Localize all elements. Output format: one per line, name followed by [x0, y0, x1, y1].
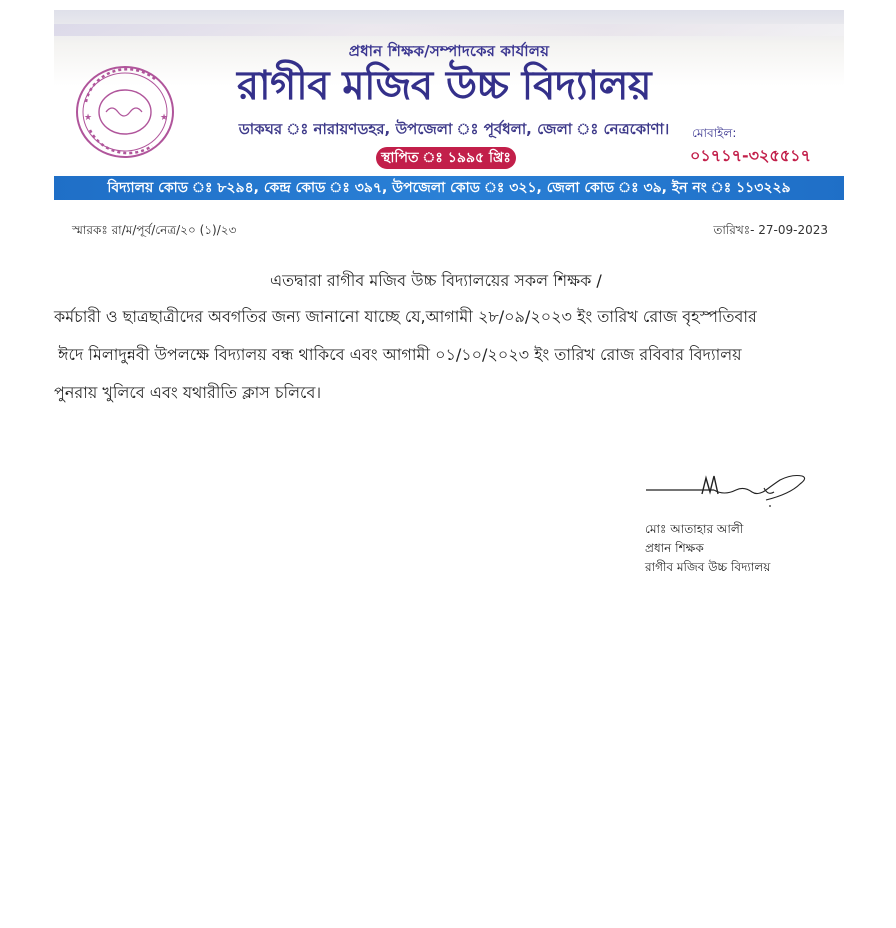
signer-block	[645, 520, 770, 577]
letterhead	[54, 10, 844, 200]
code-bar: বিদ্যালয় কোড ঃ ৮২৯৪, কেন্দ্র কোড ঃ ৩৯৭, উপজেলা কোড ঃ ৩২১, জেলা কোড ঃ ৩৯, ইন নং ঃ ১১৩২২৯	[54, 176, 844, 200]
notice-line: এতদ্বারা রাগীব মজিব উচ্চ বিদ্যালয়ের সকল শিক্ষক /	[270, 271, 602, 290]
handwritten-signature-icon	[644, 466, 806, 514]
notice-line: কর্মচারী ও ছাত্রছাত্রীদের অবগতির জন্য জানানো যাচ্ছে যে,আগামী ২৮/০৯/২০২৩ ইং তারিখ রোজ বৃহস্পতিবার	[54, 307, 757, 326]
svg-text:★: ★	[160, 113, 169, 123]
mobile-number: ০১৭১৭-৩২৫৫১৭	[690, 146, 811, 165]
school-seal-icon	[72, 62, 178, 162]
memo-number: স্মারকঃ রা/ম/পূর্ব/নেত্র/২০ (১)/২৩	[72, 223, 237, 237]
mobile-label: মোবাইল:	[692, 126, 737, 140]
letterhead-top-band	[54, 24, 844, 36]
signer-title: প্রধান শিক্ষক	[645, 541, 704, 555]
signer-name: মোঃ আতাহার আলী	[645, 522, 744, 536]
school-name: রাগীব মজিব উচ্চ বিদ্যালয়	[236, 63, 652, 109]
address-line: ডাকঘর ঃ নারায়ণডহর, উপজেলা ঃ পূর্বধলা, জেলা ঃ নেত্রকোণা।	[238, 120, 670, 138]
established-badge: স্থাপিত ঃ ১৯৯৫ খ্রিঃ	[376, 147, 516, 169]
office-line: প্রধান শিক্ষক/সম্পাদকের কার্যালয়	[348, 42, 550, 60]
letter-date: তারিখঃ- 27-09-2023	[713, 223, 828, 237]
notice-line: ঈদে মিলাদুন্নবী উপলক্ষে বিদ্যালয় বন্ধ থাকিবে এবং আগামী ০১/১০/২০২৩ ইং তারিখ রোজ রবিবার বিদ্যালয়	[58, 345, 742, 364]
notice-line: পুনরায় খুলিবে এবং যথারীতি ক্লাস চলিবে।	[54, 383, 322, 402]
signer-school: রাগীব মজিব উচ্চ বিদ্যালয়	[645, 560, 771, 574]
svg-text:★: ★	[84, 113, 93, 123]
